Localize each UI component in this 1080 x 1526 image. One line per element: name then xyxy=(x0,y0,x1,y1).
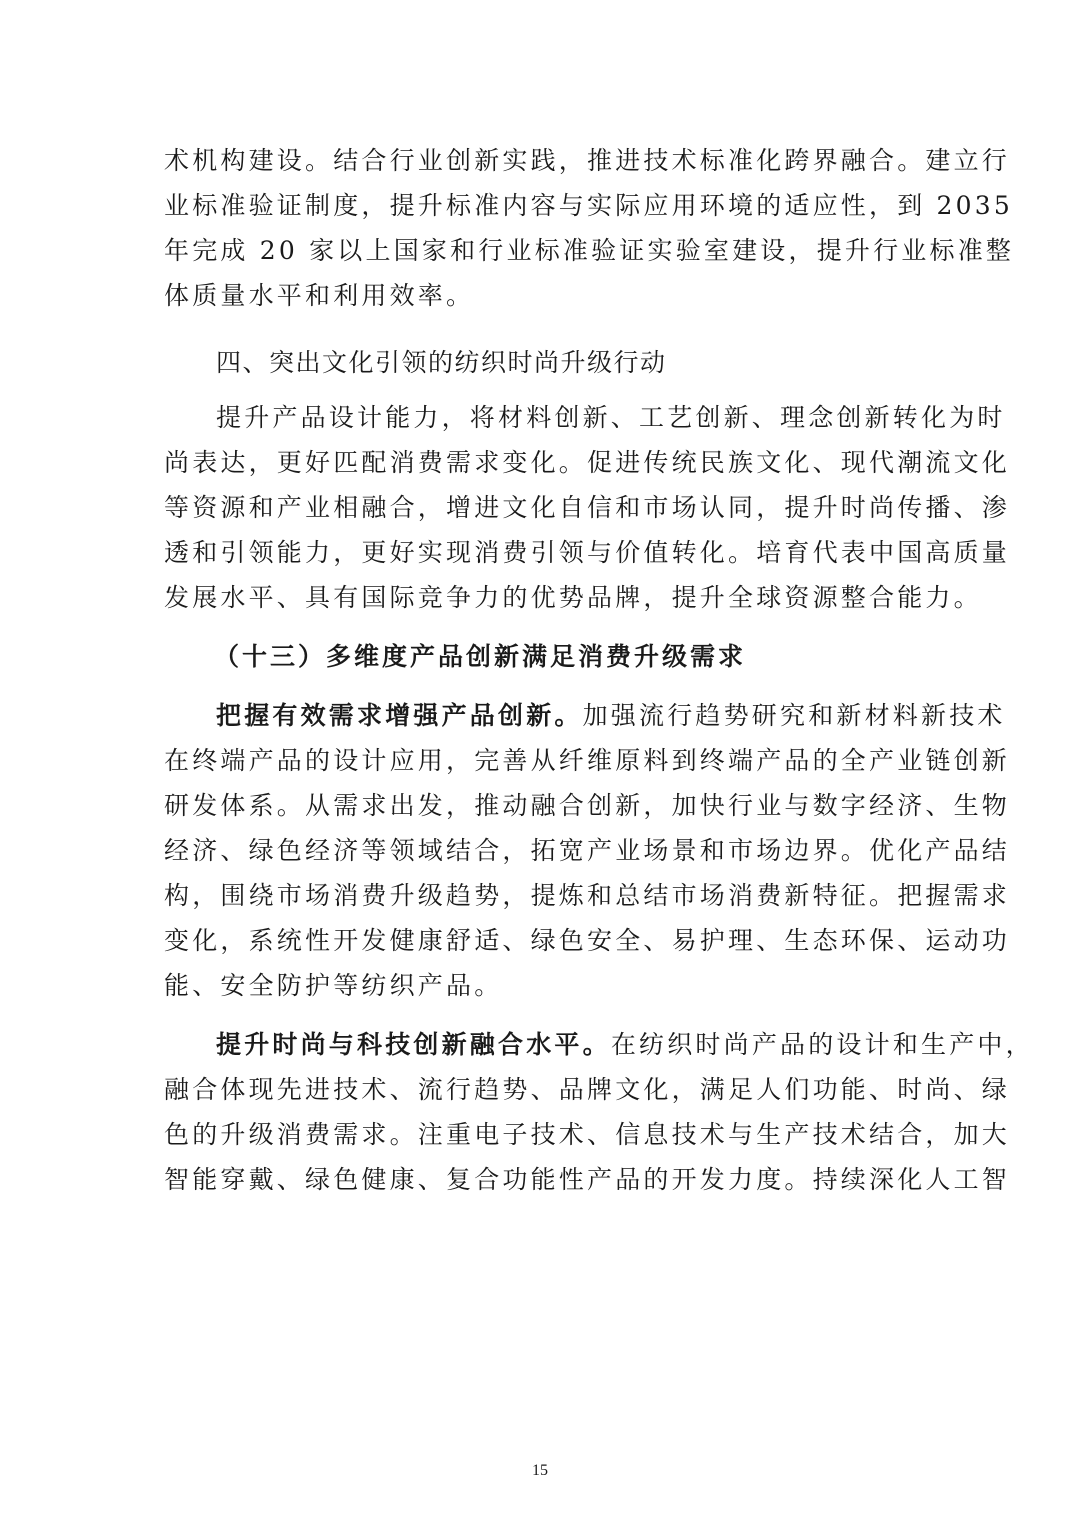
bold-lead-text: 把握有效需求增强产品创新。 xyxy=(216,701,583,730)
text-line: 经济、绿色经济等领域结合，拓宽产业场景和市场边界。优化产品结 xyxy=(164,836,1011,865)
text-line: 尚表达，更好匹配消费需求变化。促进传统民族文化、现代潮流文化 xyxy=(164,448,1011,477)
text-line: 色的升级消费需求。注重电子技术、信息技术与生产技术结合，加大 xyxy=(164,1120,1011,1149)
text-line: 业标准验证制度，提升标准内容与实际应用环境的适应性，到 2035 xyxy=(164,191,1013,220)
text-line-lead xyxy=(164,693,1006,738)
text-line: 变化，系统性开发健康舒适、绿色安全、易护理、生态环保、运动功 xyxy=(164,926,1011,955)
text-line: 提升产品设计能力，将材料创新、工艺创新、理念创新转化为时 xyxy=(216,403,1006,432)
lead-rest-text: 在纺织时尚产品的设计和生产中， xyxy=(610,1030,1034,1059)
paragraph-standards xyxy=(164,138,1015,318)
text-line: 年完成 20 家以上国家和行业标准验证实验室建设，提升行业标准整 xyxy=(164,236,1015,265)
text-line: 透和引领能力，更好实现消费引领与价值转化。培育代表中国高质量 xyxy=(164,538,1011,567)
subsection-heading: （十三）多维度产品创新满足消费升级需求 xyxy=(214,642,747,671)
text-line: 术机构建设。结合行业创新实践，推进技术标准化跨界融合。建立行 xyxy=(164,146,1011,175)
text-line: 能、安全防护等纺织产品。 xyxy=(164,971,503,1000)
text-line-lead xyxy=(164,1022,1034,1067)
text-line: 在终端产品的设计应用，完善从纤维原料到终端产品的全产业链创新 xyxy=(164,746,1011,775)
paragraph-culture xyxy=(164,395,1011,620)
subsection-heading-block xyxy=(164,634,916,679)
section-heading-block xyxy=(164,340,916,385)
text-line: 等资源和产业相融合，增进文化自信和市场认同，提升时尚传播、渗 xyxy=(164,493,1011,522)
text-line: 发展水平、具有国际竞争力的优势品牌，提升全球资源整合能力。 xyxy=(164,583,982,612)
text-line: 智能穿戴、绿色健康、复合功能性产品的开发力度。持续深化人工智 xyxy=(164,1165,1011,1194)
text-line: 构，围绕市场消费升级趋势，提炼和总结市场消费新特征。把握需求 xyxy=(164,881,1011,910)
page-number: 15 xyxy=(532,1462,548,1479)
text-line: 体质量水平和利用效率。 xyxy=(164,281,475,310)
paragraph-fashion-tech xyxy=(164,1022,1034,1202)
bold-lead-text: 提升时尚与科技创新融合水平。 xyxy=(216,1030,611,1059)
section-heading: 四、突出文化引领的纺织时尚升级行动 xyxy=(216,348,667,377)
lead-rest-text: 加强流行趋势研究和新材料新技术 xyxy=(582,701,1006,730)
document-page xyxy=(164,138,1034,1202)
text-line: 融合体现先进技术、流行趋势、品牌文化，满足人们功能、时尚、绿 xyxy=(164,1075,1011,1104)
paragraph-demand xyxy=(164,693,1011,1008)
text-line: 研发体系。从需求出发，推动融合创新，加快行业与数字经济、生物 xyxy=(164,791,1011,820)
